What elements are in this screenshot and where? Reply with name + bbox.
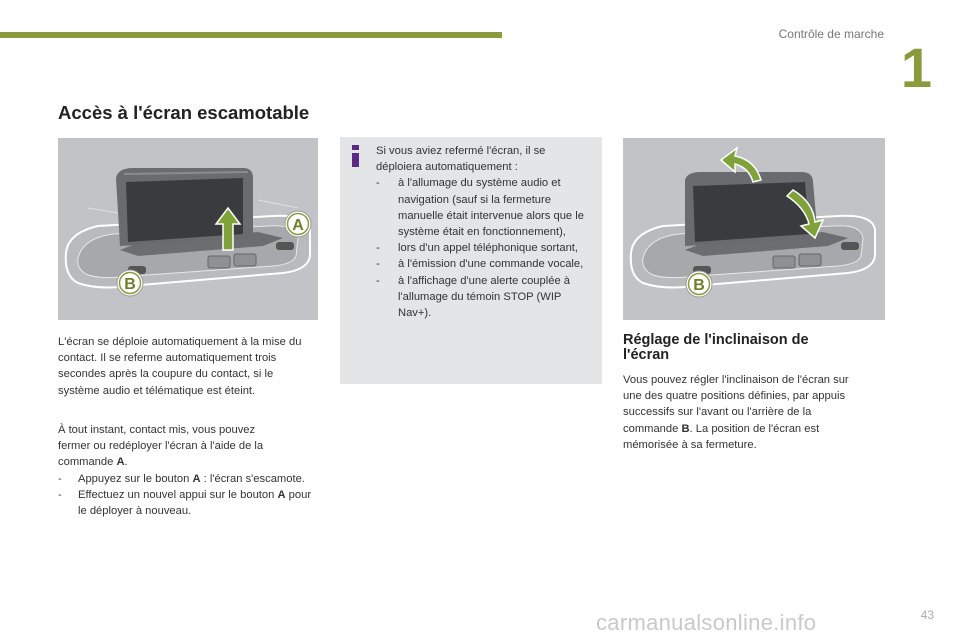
bullet-dash: - [376, 242, 380, 255]
bullet-text [78, 487, 320, 519]
screen-deploy-illustration [58, 138, 318, 320]
text-line: À tout instant, contact mis, vous pouvez [58, 424, 256, 436]
text-fragment: . La position de l'écran est mémorisée à sa fermeture. [623, 422, 820, 451]
info-icon [352, 145, 359, 167]
list-item [58, 487, 320, 519]
info-text [376, 143, 594, 321]
info-intro: Si vous aviez refermé l'écran, il se déploiera automatiquement : [376, 145, 546, 174]
watermark: carmanualsonline.info [596, 610, 817, 635]
tilt-paragraph [623, 372, 863, 453]
command-ref: A [192, 472, 201, 485]
manual-control-paragraph [58, 422, 320, 519]
bullet-dash: - [58, 472, 62, 485]
list-item [376, 240, 594, 256]
intro-paragraph: L'écran se déploie automatiquement à la mise du contact. Il se referme automatiquement trois secondes après la coupure du contact, si le système audio et télématique est éteint. [58, 336, 302, 397]
page-number: 43 [920, 608, 934, 622]
screen-tilt-illustration [623, 138, 885, 320]
text-fragment: . [124, 456, 128, 469]
text-fragment: commande [58, 456, 117, 469]
list-item [376, 256, 594, 272]
chapter-title: Contrôle de marche [778, 27, 884, 41]
chapter-number: 1 [900, 36, 932, 99]
command-ref: A [277, 488, 286, 501]
text-line [58, 454, 320, 470]
page-heading: Accès à l'écran escamotable [58, 102, 310, 123]
bullet-text [78, 471, 305, 487]
text-fragment: Effectuez un nouvel appui sur le bouton [78, 488, 278, 501]
label-b: B [693, 277, 705, 294]
list-item [376, 175, 594, 240]
bullet-text: à l'allumage du système audio et navigation (sauf si la fermeture manuelle était intervenue alors que le système était en fonctionnement), [398, 177, 584, 239]
header-accent-bar [0, 32, 502, 38]
text-fragment: Vous pouvez régler l'inclinaison de l'écran sur une des quatre positions définies, par appuis successifs sur l'avant ou l'arrière de la commande [623, 374, 849, 435]
tilt-heading: Réglage de l'inclinaison de l'écran [623, 332, 809, 363]
text-fragment: pour le déployer à nouveau. [78, 488, 312, 518]
text-fragment: Appuyez sur le bouton [78, 472, 193, 485]
bullet-dash: - [58, 488, 62, 501]
bullet-dash: - [376, 258, 380, 271]
bullet-text: lors d'un appel téléphonique sortant, [398, 242, 579, 255]
list-item [58, 471, 320, 487]
bullet-dash: - [376, 177, 380, 190]
bullet-text: à l'émission d'une commande vocale, [398, 258, 584, 271]
info-box [340, 137, 602, 384]
text-fragment: : l'écran s'escamote. [200, 472, 305, 485]
bullet-text: à l'affichage d'une alerte couplée à l'allumage du témoin STOP (WIP Nav+). [398, 274, 571, 320]
label-b: B [124, 276, 136, 293]
bullet-dash: - [376, 274, 380, 287]
text-line: fermer ou redéployer l'écran à l'aide de la [58, 440, 264, 453]
list-item [376, 273, 594, 322]
label-a: A [292, 217, 304, 234]
command-ref: A [116, 456, 125, 469]
command-ref: B [681, 422, 690, 435]
